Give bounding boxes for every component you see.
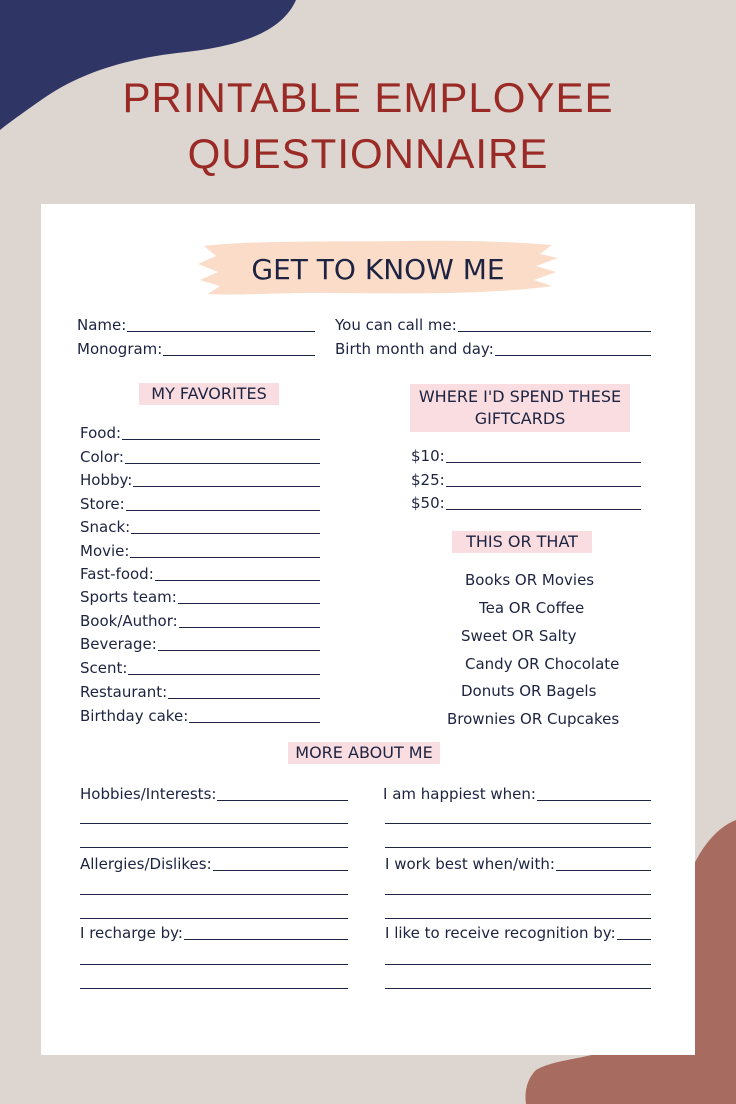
- favorite-label: Birthday cake:: [80, 707, 189, 725]
- work-best-line[interactable]: [556, 870, 651, 871]
- favorite-line[interactable]: [133, 486, 320, 487]
- recognition-line[interactable]: [617, 939, 651, 940]
- this-or-that-choice[interactable]: Tea OR Coffee: [479, 599, 585, 617]
- favorite-line[interactable]: [122, 439, 320, 440]
- giftcard-field[interactable]: [411, 471, 641, 489]
- favorite-line[interactable]: [131, 533, 320, 534]
- monogram-line[interactable]: [163, 355, 315, 356]
- recognition-extra-line[interactable]: [385, 988, 651, 989]
- name-label: Name:: [77, 316, 127, 334]
- giftcard-label: $50:: [411, 494, 445, 512]
- favorite-label: Movie:: [80, 542, 130, 560]
- birthday-field[interactable]: [335, 340, 651, 358]
- work-best-extra-line[interactable]: [385, 918, 651, 919]
- favorite-label: Snack:: [80, 518, 131, 536]
- birthday-line[interactable]: [495, 355, 651, 356]
- this-or-that-choice[interactable]: Brownies OR Cupcakes: [447, 710, 620, 728]
- happiest-extra-line[interactable]: [385, 823, 651, 824]
- hobbies-field[interactable]: [80, 785, 348, 803]
- happiest-label: I am happiest when:: [383, 785, 536, 803]
- giftcard-label: $25:: [411, 471, 445, 489]
- favorite-field[interactable]: [80, 565, 320, 583]
- giftcard-field[interactable]: [411, 447, 641, 465]
- favorite-line[interactable]: [189, 722, 320, 723]
- favorite-field[interactable]: [80, 518, 320, 536]
- recognition-extra-line[interactable]: [385, 964, 651, 965]
- favorite-line[interactable]: [158, 650, 320, 651]
- hobbies-extra-line[interactable]: [80, 823, 348, 824]
- recognition-field[interactable]: [385, 924, 651, 942]
- favorite-line[interactable]: [126, 510, 320, 511]
- allergies-line[interactable]: [213, 870, 348, 871]
- this-or-that-choice[interactable]: Donuts OR Bagels: [461, 682, 597, 700]
- allergies-extra-line[interactable]: [80, 894, 348, 895]
- giftcard-line[interactable]: [446, 486, 641, 487]
- favorite-label: Fast-food:: [80, 565, 154, 583]
- name-line[interactable]: [127, 331, 315, 332]
- call-me-label: You can call me:: [335, 316, 457, 334]
- favorite-line[interactable]: [128, 674, 320, 675]
- page-title: [0, 70, 736, 182]
- favorite-field[interactable]: [80, 424, 320, 442]
- this-or-that-choice[interactable]: Books OR Movies: [465, 571, 595, 589]
- happiest-field[interactable]: [383, 785, 651, 803]
- favorite-field[interactable]: [80, 683, 320, 701]
- this-or-that-choice[interactable]: Sweet OR Salty: [461, 627, 577, 645]
- monogram-field[interactable]: [77, 340, 315, 358]
- name-field[interactable]: [77, 316, 315, 334]
- page-title-line-1: PRINTABLE EMPLOYEE: [122, 74, 614, 121]
- work-best-extra-line[interactable]: [385, 894, 651, 895]
- favorite-label: Book/Author:: [80, 612, 178, 630]
- favorite-field[interactable]: [80, 612, 320, 630]
- questionnaire-sheet: [41, 204, 695, 1055]
- favorite-field[interactable]: [80, 495, 320, 513]
- this-or-that-title: THIS OR THAT: [452, 531, 592, 553]
- favorite-line[interactable]: [130, 557, 320, 558]
- giftcards-title: WHERE I'D SPEND THESE GIFTCARDS: [410, 384, 630, 432]
- giftcard-line[interactable]: [446, 462, 641, 463]
- allergies-label: Allergies/Dislikes:: [80, 855, 212, 873]
- allergies-extra-line[interactable]: [80, 918, 348, 919]
- favorite-label: Scent:: [80, 659, 128, 677]
- recharge-extra-line[interactable]: [80, 988, 348, 989]
- favorite-label: Food:: [80, 424, 122, 442]
- birthday-label: Birth month and day:: [335, 340, 494, 358]
- favorite-label: Beverage:: [80, 635, 157, 653]
- monogram-label: Monogram:: [77, 340, 163, 358]
- favorite-field[interactable]: [80, 471, 320, 489]
- recharge-extra-line[interactable]: [80, 964, 348, 965]
- favorite-label: Store:: [80, 495, 125, 513]
- call-me-field[interactable]: [335, 316, 651, 334]
- favorite-field[interactable]: [80, 707, 320, 725]
- favorite-line[interactable]: [155, 580, 320, 581]
- hobbies-label: Hobbies/Interests:: [80, 785, 217, 803]
- favorite-field[interactable]: [80, 659, 320, 677]
- hobbies-extra-line[interactable]: [80, 847, 348, 848]
- allergies-field[interactable]: [80, 855, 348, 873]
- happiest-line[interactable]: [537, 800, 651, 801]
- happiest-extra-line[interactable]: [385, 847, 651, 848]
- favorite-line[interactable]: [125, 463, 320, 464]
- recharge-label: I recharge by:: [80, 924, 183, 942]
- page-title-line-2: QUESTIONNAIRE: [187, 130, 549, 177]
- section-heading-get-to-know-me: GET TO KNOW ME: [251, 253, 505, 286]
- favorite-field[interactable]: [80, 448, 320, 466]
- recharge-line[interactable]: [184, 939, 348, 940]
- my-favorites-title: MY FAVORITES: [139, 383, 279, 405]
- favorite-label: Sports team:: [80, 588, 177, 606]
- this-or-that-choice[interactable]: Candy OR Chocolate: [465, 655, 620, 673]
- favorite-line[interactable]: [178, 603, 320, 604]
- favorite-line[interactable]: [168, 698, 320, 699]
- favorite-label: Color:: [80, 448, 124, 466]
- favorite-field[interactable]: [80, 635, 320, 653]
- giftcard-label: $10:: [411, 447, 445, 465]
- favorite-field[interactable]: [80, 542, 320, 560]
- call-me-line[interactable]: [458, 331, 651, 332]
- work-best-field[interactable]: [385, 855, 651, 873]
- giftcard-line[interactable]: [446, 509, 641, 510]
- giftcard-field[interactable]: [411, 494, 641, 512]
- favorite-label: Restaurant:: [80, 683, 168, 701]
- favorite-line[interactable]: [179, 627, 320, 628]
- recognition-label: I like to receive recognition by:: [385, 924, 616, 942]
- work-best-label: I work best when/with:: [385, 855, 555, 873]
- favorite-label: Hobby:: [80, 471, 133, 489]
- hobbies-line[interactable]: [217, 800, 348, 801]
- more-about-me-title: MORE ABOUT ME: [288, 742, 440, 764]
- recharge-field[interactable]: [80, 924, 348, 942]
- favorite-field[interactable]: [80, 588, 320, 606]
